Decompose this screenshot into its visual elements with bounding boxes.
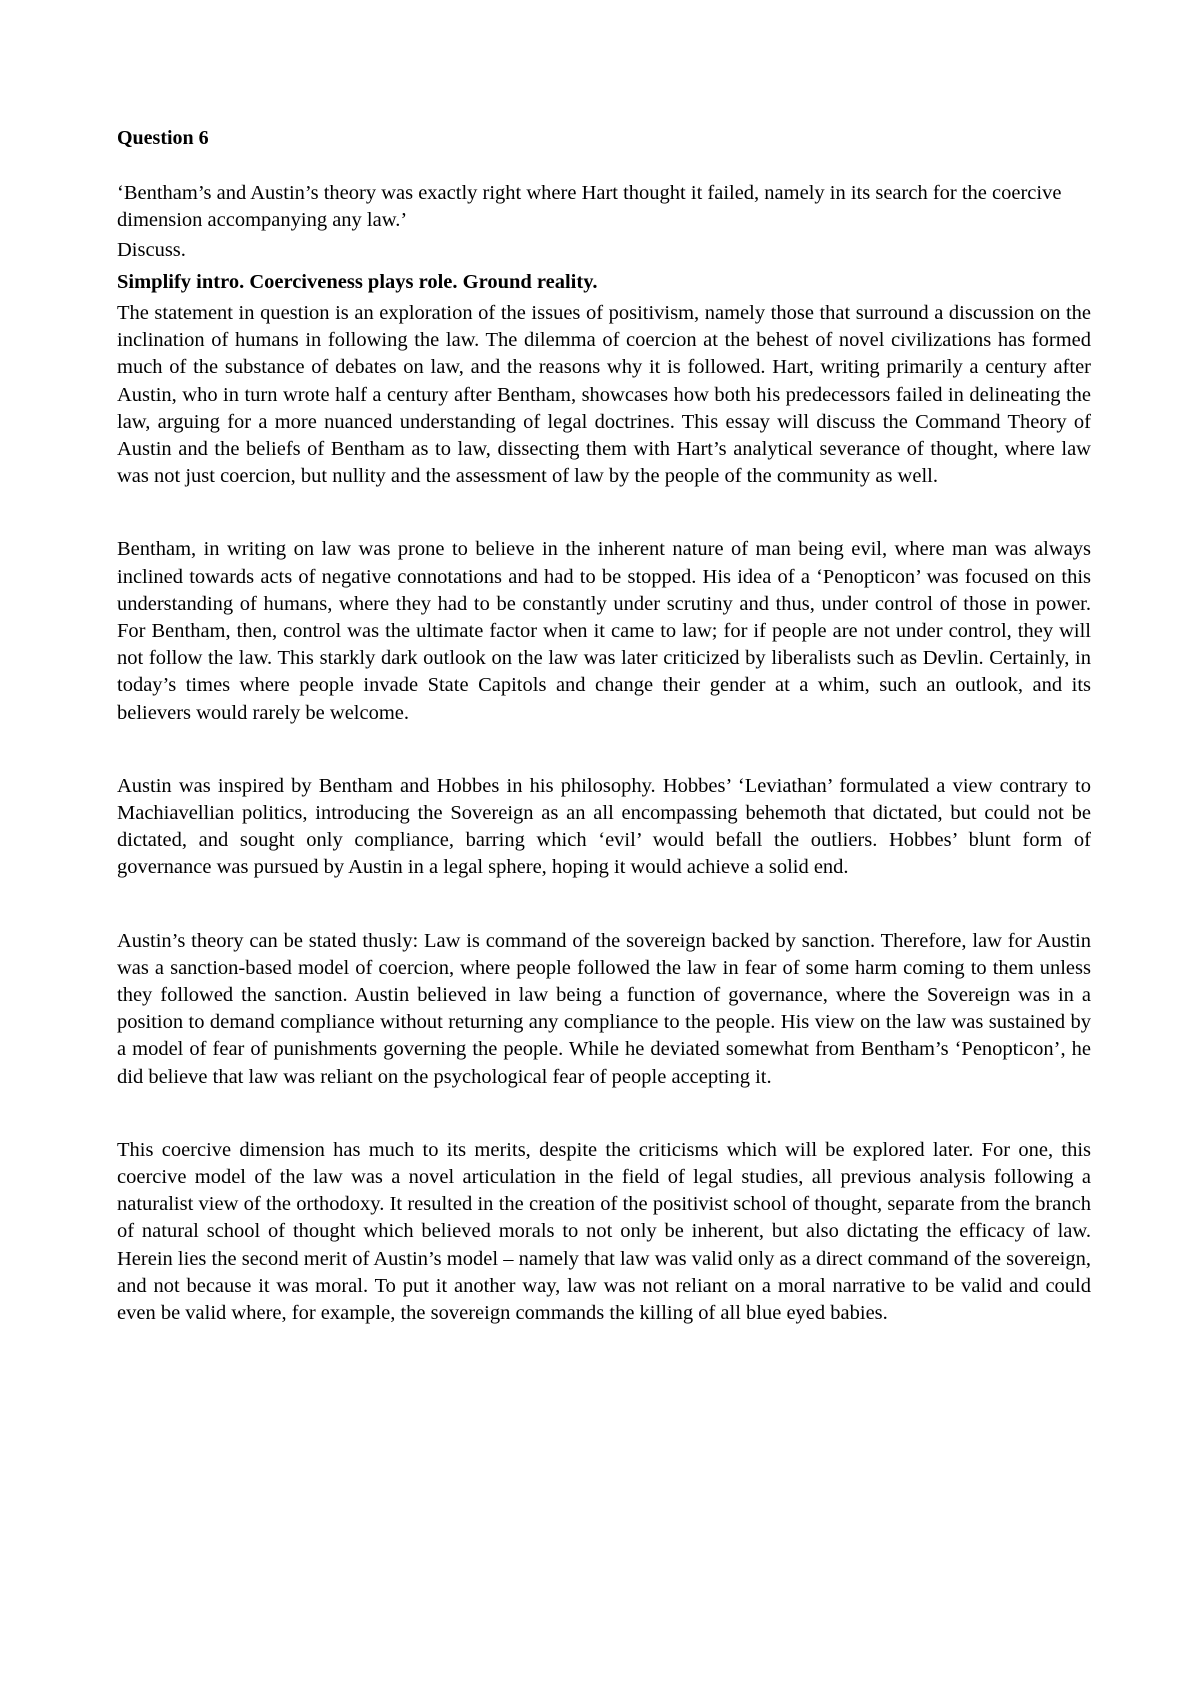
essay-instruction: Discuss. <box>117 239 186 261</box>
document-body <box>117 124 1091 1327</box>
paragraph-coercive-merits: This coercive dimension has much to its merits, despite the criticisms which will be explored later. For one, this coercive model of the law was a novel articulation in the field of legal studies, all previous analysis following a naturalist view of the orthodoxy. It resulted in the creation of the positivist school of thought, separate from the branch of natural school of thought which believed morals to not only be inherent, but also dictating the efficacy of law. Herein lies the second merit of Austin’s model – namely that law was valid only as a direct command of the sovereign, and not because it was moral. To put it another way, law was not reliant on a moral narrative to be valid and could even be valid where, for example, the sovereign commands the killing of all blue eyed babies. <box>117 1138 1091 1325</box>
paragraph-austin-influences: Austin was inspired by Bentham and Hobbes in his philosophy. Hobbes’ ‘Leviathan’ formulated a view contrary to Machiavellian politics, introducing the Sovereign as an all encompassing behemoth that dictated, but could not be dictated, and sought only compliance, barring which ‘evil’ would befall the outliers. Hobbes’ blunt form of governance was pursued by Austin in a legal sphere, hoping it would achieve a solid end. <box>117 774 1091 879</box>
paragraph-austin-theory: Austin’s theory can be stated thusly: Law is command of the sovereign backed by sanction. Therefore, law for Austin was a sanction-based model of coercion, where people followed the law in fear of some harm coming to them unless they followed the sanction. Austin believed in law being a function of governance, where the Sovereign was in a position to demand compliance without returning any compliance to the people. His view on the law was sustained by a model of fear of punishments governing the people. While he deviated somewhat from Bentham’s ‘Penopticon’, he did believe that law was reliant on the psychological fear of people accepting it. <box>117 929 1091 1088</box>
paragraph-introduction: The statement in question is an exploration of the issues of positivism, namely those that surround a discussion on the inclination of humans in following the law. The dilemma of coercion at the behest of novel civilizations has formed much of the substance of debates on law, and the reasons why it is followed. Hart, writing primarily a century after Austin, who in turn wrote half a century after Bentham, showcases how both his predecessors failed in delineating the law, arguing for a more nuanced understanding of legal doctrines. This essay will discuss the Command Theory of Austin and the beliefs of Bentham as to law, dissecting them with Hart’s analytical severance of thought, where law was not just coercion, but nullity and the assessment of law by the people of the community as well. <box>117 302 1091 488</box>
author-note: Simplify intro. Coerciveness plays role. Ground reality. <box>117 271 598 293</box>
paragraph-bentham: Bentham, in writing on law was prone to believe in the inherent nature of man being evil, where man was always inclined towards acts of negative connotations and had to be stopped. His idea of a ‘Penopticon’ was focused on this understanding of humans, where they had to be constantly under scrutiny and thus, under control of those in power. For Bentham, then, control was the ultimate factor when it came to law; for if people are not under control, they will not follow the law. This starkly dark outlook on the law was later criticized by liberalists such as Devlin. Certainly, in today’s times where people invade State Capitols and change their gender at a whim, such an outlook, and its believers would rarely be welcome. <box>117 538 1091 724</box>
essay-prompt-quote: ‘Bentham’s and Austin’s theory was exactly right where Hart thought it failed, namely in its search for the coercive dimension accompanying any law.’ <box>117 182 1062 231</box>
question-heading: Question 6 <box>117 127 209 149</box>
